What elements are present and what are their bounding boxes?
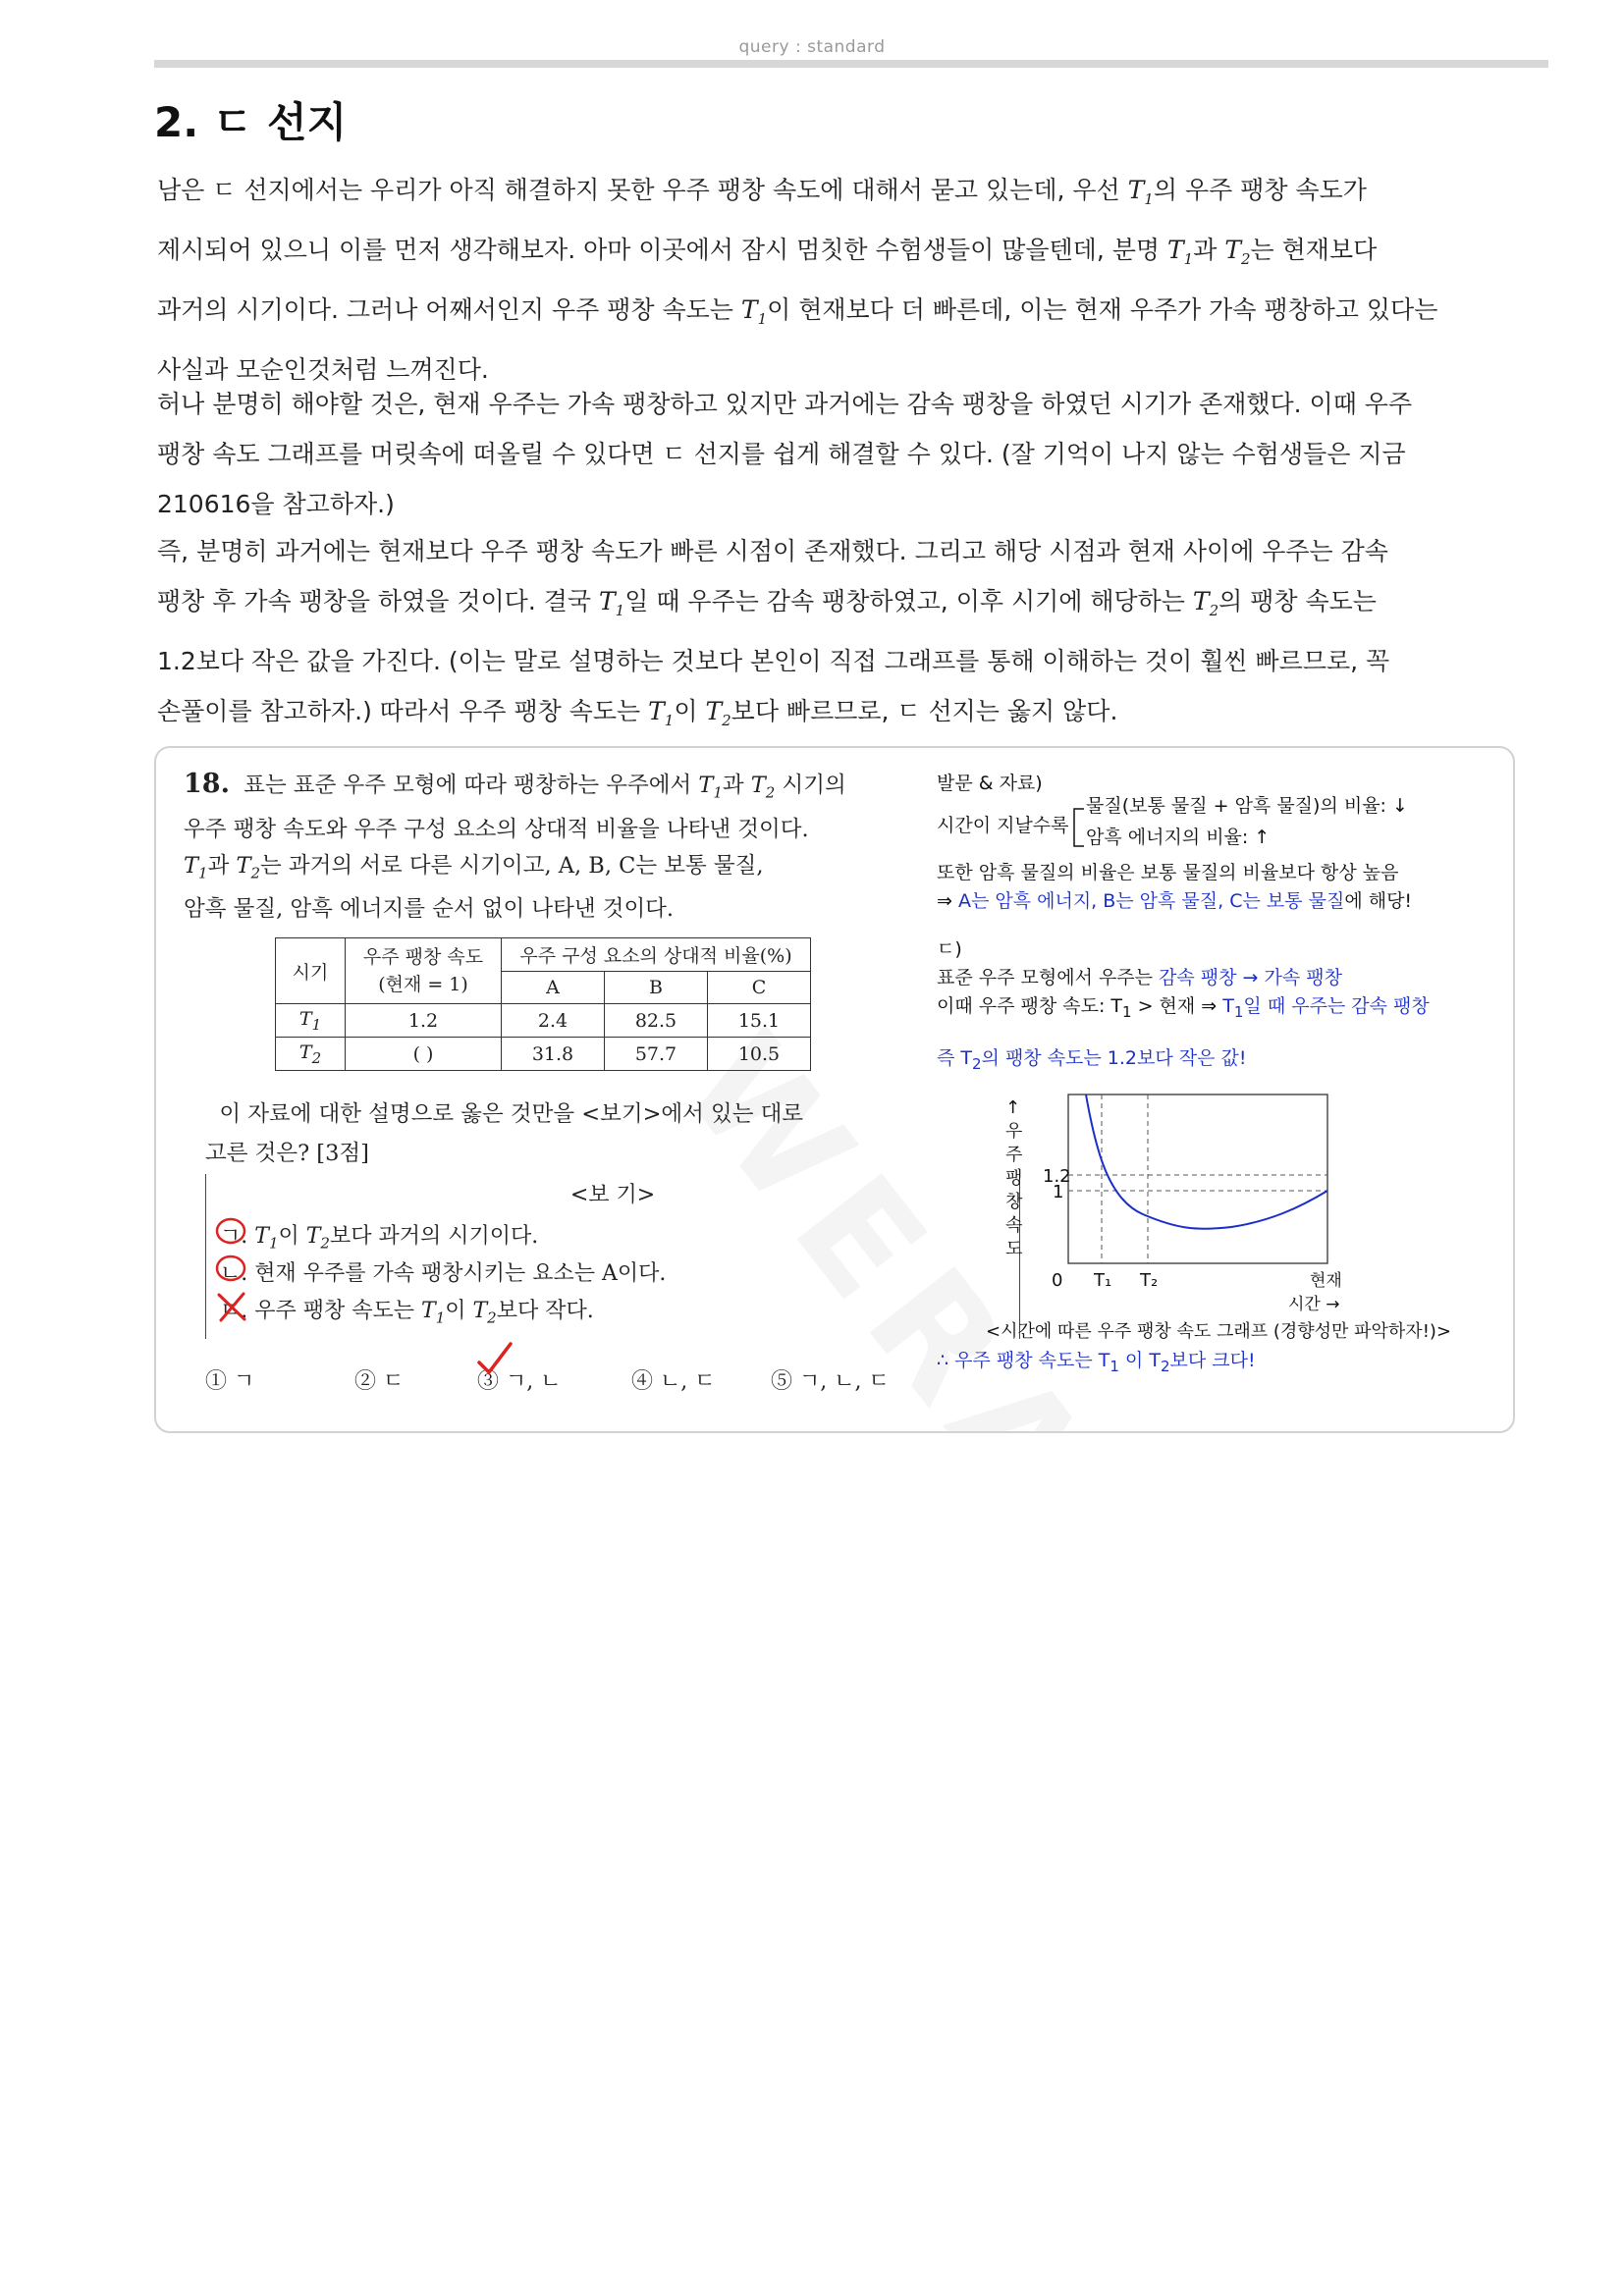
- cell-c: 10.5: [708, 1038, 811, 1071]
- bogi-box: [205, 1174, 1023, 1339]
- symbol-t2: $T_2$: [1224, 236, 1251, 268]
- symbol-t1: $T_1$: [598, 587, 625, 619]
- symbol-t2: $T_2$: [305, 1224, 330, 1253]
- check-mark-icon: [475, 1341, 514, 1380]
- question-prompt: [205, 1095, 803, 1173]
- th-speed-line1: 우주 팽창 속도: [362, 946, 484, 968]
- note-line: ⇒ A는 암흑 에너지, B는 암흑 물질, C는 보통 물질에 해당!: [937, 890, 1413, 912]
- note-line: 표준 우주 모형에서 우주는 감속 팽창 → 가속 팽창: [937, 967, 1342, 988]
- note-line: 발문 & 자료): [937, 773, 1043, 794]
- circle-mark-icon: [215, 1215, 250, 1249]
- bogi-item-da: ㄷ. 우주 팽창 속도는 $T_1$이 $T_2$보다 작다.: [220, 1294, 594, 1326]
- choice-4[interactable]: ④ ㄴ, ㄷ: [631, 1369, 716, 1394]
- paragraph-line: 허나 분명히 해야할 것은, 현재 우주는 가속 팽창하고 있지만 과거에는 감속 팽창을 하였던 시기가 존재했다. 이때 우주: [157, 390, 1413, 418]
- note-line: ㄷ): [937, 938, 962, 960]
- text: 제시되어 있으니 이를 먼저 생각해보자. 아마 이곳에서 잠시 멈칫한 수험생들이 많을텐데, 분명: [157, 236, 1167, 264]
- cell-a: 2.4: [502, 1004, 605, 1038]
- plot-frame: [1068, 1095, 1327, 1263]
- symbol-t1: $T_1$: [740, 295, 768, 328]
- symbol-t2: $T_2$: [472, 1299, 497, 1327]
- symbol-t1: $T_1$: [254, 1224, 279, 1253]
- x-tick-now: 현재: [1310, 1271, 1342, 1291]
- question-line: 우주 팽창 속도와 우주 구성 요소의 상대적 비율을 나타낸 것이다.: [184, 816, 809, 842]
- text: 손풀이를 참고하자.) 따라서 우주 팽창 속도는: [157, 697, 649, 725]
- bogi-mark-da: ㄷ.: [220, 1294, 247, 1324]
- text: 의 팽창 속도는: [1218, 587, 1377, 615]
- handwritten-notes: [937, 770, 1487, 1079]
- speed-curve: [1086, 1095, 1327, 1229]
- text: 표는 표준 우주 모형에 따라 팽창하는 우주에서: [244, 773, 699, 798]
- cell-speed: 1.2: [346, 1004, 502, 1038]
- text: 이 현재보다 더 빠른데, 이는 현재 우주가 가속 팽창하고 있다는: [767, 295, 1438, 324]
- expansion-speed-chart: [986, 1092, 1506, 1357]
- question-line: [184, 766, 1028, 812]
- text: 는 과거의 서로 다른 시기이고, A, B, C는 보통 물질,: [260, 852, 764, 879]
- choice-2[interactable]: ② ㄷ: [354, 1369, 405, 1394]
- choice-3[interactable]: ③ ㄱ, ㄴ: [477, 1364, 624, 1395]
- symbol-t1: $T_1$: [184, 852, 208, 881]
- cell-speed: ( ): [346, 1038, 502, 1071]
- y-axis-label-char: 팽: [1005, 1168, 1023, 1189]
- x-axis-label: 시간 →: [1288, 1295, 1340, 1314]
- answer-choices: [205, 1364, 890, 1395]
- paragraph-line: [157, 576, 1551, 636]
- text: 는 현재보다: [1250, 236, 1378, 264]
- y-axis-label-char: 속: [1005, 1215, 1023, 1236]
- y-axis-label: [1005, 1097, 1023, 1259]
- origin-label: 0: [1052, 1270, 1063, 1291]
- question-line: [205, 1095, 803, 1134]
- question-stem: [184, 766, 1028, 928]
- data-table: [275, 937, 811, 1071]
- paragraph-line: [157, 285, 1551, 345]
- text: 과: [207, 852, 237, 879]
- y-axis-label-char: 도: [1005, 1239, 1023, 1259]
- y-axis-label-char: 주: [1005, 1145, 1023, 1165]
- symbol-t1: $T_1$: [698, 773, 723, 802]
- symbol-t1: $T_1$: [421, 1299, 446, 1327]
- bracket-icon: [1070, 803, 1086, 852]
- text: 일 때 우주는 감속 팽창하였고, 이후 시기에 해당하는: [624, 587, 1193, 615]
- text: 과: [722, 773, 751, 798]
- paragraph-line: [157, 225, 1551, 285]
- note-text: 시간이 지날수록: [937, 815, 1069, 836]
- note-line: 즉 $T_2$의 팽창 속도는 1.2보다 작은 값!: [937, 1046, 1247, 1073]
- bogi-mark-ga: ㄱ.: [220, 1219, 247, 1250]
- header-divider: [154, 60, 1548, 68]
- bogi-item-ga: ㄱ. $T_1$이 $T_2$보다 과거의 시기이다.: [220, 1219, 538, 1252]
- symbol-t2: $T_2$: [1192, 587, 1219, 619]
- chart-caption: <시간에 따른 우주 팽창 속도 그래프 (경향성만 파악하자!)>: [986, 1321, 1452, 1342]
- text: 의 우주 팽창 속도가: [1153, 176, 1367, 204]
- symbol-t1: $T_1$: [1166, 236, 1194, 268]
- cell-b: 57.7: [605, 1038, 708, 1071]
- th-ratio: 우주 구성 요소의 상대적 비율(%): [502, 938, 811, 972]
- bogi-title: <보 기>: [569, 1183, 656, 1207]
- cell-a: 31.8: [502, 1038, 605, 1071]
- choice-1[interactable]: ① ㄱ: [205, 1369, 255, 1394]
- cell-b: 82.5: [605, 1004, 708, 1038]
- note-line: ∴ 우주 팽창 속도는 $T_1$ 이 $T_2$보다 크다!: [937, 1350, 1256, 1375]
- text: 보다 빠르므로, ㄷ 선지는 옳지 않다.: [731, 697, 1118, 725]
- paragraph-1: [157, 165, 1551, 395]
- cell-c: 15.1: [708, 1004, 811, 1038]
- text: 팽창 후 가속 팽창을 하였을 것이다. 결국: [157, 587, 599, 615]
- note-line: 이때 우주 팽창 속도: $T_1$ > 현재 ⇒ $T_1$일 때 우주는 감속 팽창: [937, 995, 1430, 1021]
- question-number: 18.: [184, 769, 230, 799]
- cross-mark-icon: [216, 1292, 249, 1323]
- paragraph-3: [157, 526, 1551, 746]
- y-axis-label-char: 창: [1005, 1192, 1023, 1212]
- text: 이: [674, 697, 706, 725]
- problem-card: [154, 746, 1515, 1433]
- question-line: 암흑 물질, 암흑 에너지를 순서 없이 나타낸 것이다.: [184, 896, 675, 922]
- paragraph-line: 팽창 속도 그래프를 머릿속에 떠올릴 수 있다면 ㄷ 선지를 쉽게 해결할 수 있다. (잘 기억이 나지 않는 수험생들은 지금: [157, 440, 1406, 468]
- note-text: 암흑 에너지의 비율: ↑: [1086, 827, 1271, 848]
- th-a: A: [502, 972, 605, 1004]
- question-line: [184, 848, 1028, 892]
- y-axis-label-char: 우: [1005, 1121, 1023, 1142]
- note-line: 또한 암흑 물질의 비율은 보통 물질의 비율보다 항상 높음: [937, 862, 1399, 883]
- th-c: C: [708, 972, 811, 1004]
- note-text: 물질(보통 물질 + 암흑 물질)의 비율: ↓: [1086, 795, 1408, 817]
- paragraph-line: 210616을 참고하자.): [157, 490, 395, 518]
- symbol-t1: $T_1$: [1127, 176, 1154, 208]
- symbol-t2: $T_2$: [705, 697, 731, 729]
- symbol-t1: $T_1$: [648, 697, 675, 729]
- y-tick-1: 1: [1053, 1182, 1064, 1202]
- section-title: 2. ㄷ 선지: [154, 98, 348, 146]
- text: 시기의: [775, 773, 846, 798]
- paragraph-line: [157, 165, 1551, 225]
- note-line: [937, 795, 1487, 855]
- circle-mark-icon: [215, 1253, 250, 1286]
- text: 이 자료에 대한 설명으로 옳은 것만을 <보기>에서 있는 대로: [219, 1101, 804, 1127]
- text: 남은 ㄷ 선지에서는 우리가 아직 해결하지 못한 우주 팽창 속도에 대해서 묻고 있는데, 우선: [157, 176, 1128, 204]
- query-label: query : standard: [738, 37, 886, 57]
- symbol-t2: $T_2$: [236, 852, 261, 881]
- paragraph-line: 사실과 모순인것처럼 느껴진다.: [157, 355, 489, 384]
- choice-5[interactable]: ⑤ ㄱ, ㄴ, ㄷ: [771, 1369, 890, 1394]
- th-period: 시기: [276, 938, 346, 1004]
- y-axis-label-char: ↑: [1005, 1097, 1021, 1118]
- conclusion-note: [937, 1347, 1487, 1381]
- table-row: [276, 1038, 811, 1071]
- table-row: [276, 1004, 811, 1038]
- x-tick-t1: T₁: [1094, 1270, 1112, 1291]
- paragraph-line: [157, 686, 1551, 746]
- text: 과거의 시기이다. 그러나 어째서인지 우주 팽창 속도는: [157, 295, 741, 324]
- question-line: 고른 것은? [3점]: [205, 1141, 369, 1166]
- th-b: B: [605, 972, 708, 1004]
- x-tick-t2: T₂: [1140, 1270, 1159, 1291]
- y-tick-1.2: 1.2: [1043, 1166, 1071, 1187]
- bogi-item-na: ㄴ. 현재 우주를 가속 팽창시키는 요소는 A이다.: [220, 1256, 666, 1287]
- paragraph-line: 1.2보다 작은 값을 가진다. (이는 말로 설명하는 것보다 본인이 직접 그래프를 통해 이해하는 것이 훨씬 빠르므로, 꼭: [157, 647, 1390, 675]
- symbol-t2: $T_2$: [750, 773, 776, 802]
- paragraph-line: 즉, 분명히 과거에는 현재보다 우주 팽창 속도가 빠른 시점이 존재했다. 그리고 해당 시점과 현재 사이에 우주는 감속: [157, 537, 1388, 565]
- th-speed: [346, 938, 502, 1004]
- text: 과: [1193, 236, 1225, 264]
- cell-period-t2: $T_2$: [276, 1038, 346, 1071]
- bogi-mark-na: ㄴ.: [220, 1256, 247, 1287]
- th-speed-line2: (현재 = 1): [378, 974, 468, 995]
- cell-period-t1: $T_1$: [276, 1004, 346, 1038]
- paragraph-2: [157, 379, 1551, 529]
